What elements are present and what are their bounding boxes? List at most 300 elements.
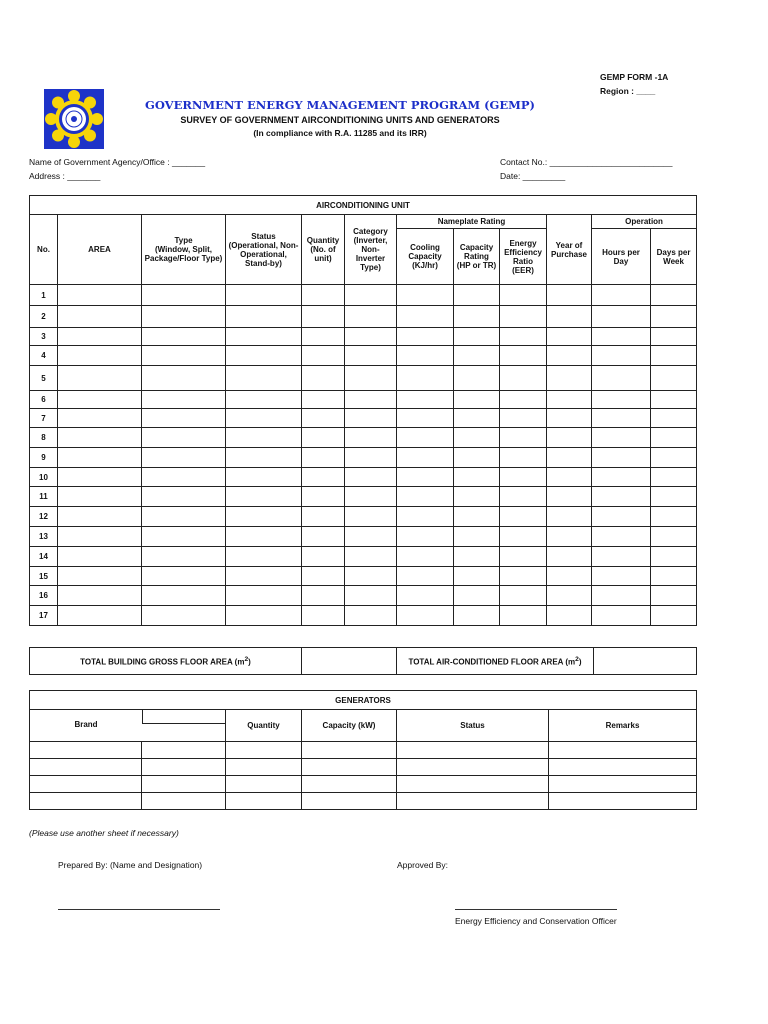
col-header-eer: Energy Efficiency Ratio (EER) [500, 229, 547, 285]
table-cell[interactable] [397, 527, 454, 547]
table-cell[interactable] [345, 366, 397, 391]
approver-designation: Energy Efficiency and Conservation Officer [455, 916, 617, 926]
table-cell[interactable] [592, 328, 651, 346]
table-cell[interactable] [345, 507, 397, 527]
table-row [30, 428, 697, 448]
superscript-2: 2 [244, 656, 249, 664]
table-cell[interactable] [226, 547, 302, 567]
table-cell[interactable] [226, 793, 302, 810]
form-code: GEMP FORM -1A [600, 72, 669, 82]
table-cell[interactable] [142, 285, 226, 306]
table-cell[interactable] [651, 306, 697, 328]
table-cell[interactable] [142, 328, 226, 346]
table-cell[interactable] [500, 285, 547, 306]
table-cell[interactable] [226, 759, 302, 776]
table-cell[interactable] [454, 448, 500, 468]
table-row [30, 487, 697, 507]
table-cell[interactable] [302, 759, 397, 776]
table-cell[interactable] [226, 468, 302, 487]
table-cell[interactable] [226, 366, 302, 391]
gross-floor-area-text: TOTAL BUILDING GROSS FLOOR AREA (m [80, 657, 245, 667]
brand-label: Brand [74, 720, 98, 729]
table-cell[interactable] [651, 507, 697, 527]
table-cell[interactable] [58, 527, 142, 547]
row-number: 7 [30, 409, 58, 428]
table-row [30, 586, 697, 606]
table-cell[interactable] [58, 391, 142, 409]
table-cell[interactable] [500, 346, 547, 366]
brand-divider-h [142, 723, 226, 724]
table-cell[interactable] [397, 759, 549, 776]
table-cell[interactable] [397, 366, 454, 391]
superscript-2: 2 [575, 656, 579, 664]
row-number: 4 [30, 346, 58, 366]
table-cell[interactable] [500, 306, 547, 328]
prepared-by-signature-line[interactable] [58, 909, 220, 910]
brand-divider [142, 710, 143, 724]
row-number: 1 [30, 285, 58, 306]
table-cell[interactable] [547, 306, 592, 328]
table-cell[interactable] [226, 606, 302, 626]
table-cell[interactable] [142, 366, 226, 391]
table-cell[interactable] [547, 507, 592, 527]
table-cell[interactable] [500, 487, 547, 507]
table-cell[interactable] [500, 468, 547, 487]
approved-by-signature-line[interactable] [455, 909, 617, 910]
col-header-brand [30, 710, 226, 742]
table-cell[interactable] [397, 507, 454, 527]
aircon-floor-area-text: TOTAL AIR-CONDITIONED FLOOR AREA (m [408, 657, 576, 667]
table-cell[interactable] [345, 487, 397, 507]
table-cell[interactable] [547, 547, 592, 567]
table-cell[interactable] [500, 567, 547, 586]
table-cell[interactable] [226, 391, 302, 409]
table-row [30, 306, 697, 328]
page-title: GOVERNMENT ENERGY MANAGEMENT PROGRAM (GEMP) [145, 98, 535, 112]
table-cell[interactable] [397, 409, 454, 428]
table-cell[interactable] [58, 366, 142, 391]
table-cell[interactable] [454, 285, 500, 306]
table-row [30, 285, 697, 306]
table-cell[interactable] [592, 468, 651, 487]
table-row [30, 606, 697, 626]
table-cell[interactable] [226, 448, 302, 468]
table-cell[interactable] [58, 468, 142, 487]
table-cell[interactable] [397, 346, 454, 366]
gross-floor-area-value[interactable] [302, 648, 397, 675]
table-cell[interactable] [592, 448, 651, 468]
table-cell[interactable] [454, 606, 500, 626]
table-cell[interactable] [549, 793, 697, 810]
table-cell[interactable] [302, 606, 345, 626]
table-cell[interactable] [142, 606, 226, 626]
table-cell[interactable] [142, 586, 226, 606]
table-cell[interactable] [302, 391, 345, 409]
col-header-type: Type (Window, Split, Package/Floor Type) [142, 215, 226, 285]
table-row [30, 366, 697, 391]
table-cell[interactable] [345, 586, 397, 606]
table-cell[interactable] [397, 742, 549, 759]
table-cell[interactable] [226, 527, 302, 547]
row-number: 8 [30, 428, 58, 448]
table-cell[interactable] [454, 428, 500, 448]
table-cell[interactable] [549, 742, 697, 759]
close-paren: ) [578, 657, 582, 667]
table-cell[interactable] [58, 547, 142, 567]
contact-field[interactable]: Contact No.: __________________________ [500, 157, 673, 167]
table-cell[interactable] [142, 428, 226, 448]
table-cell[interactable] [651, 346, 697, 366]
table-cell[interactable] [547, 366, 592, 391]
table-cell[interactable] [302, 527, 345, 547]
table-cell[interactable] [500, 527, 547, 547]
col-header-status: Status (Operational, Non- Operational, Stand-by) [226, 215, 302, 285]
gross-floor-area-label [30, 648, 302, 675]
table-cell[interactable] [226, 306, 302, 328]
table-cell[interactable] [302, 507, 345, 527]
table-cell[interactable] [226, 487, 302, 507]
table-cell[interactable] [142, 391, 226, 409]
table-cell[interactable] [547, 285, 592, 306]
table-cell[interactable] [454, 328, 500, 346]
table-cell[interactable] [454, 346, 500, 366]
table-cell[interactable] [302, 448, 345, 468]
table-cell[interactable] [142, 487, 226, 507]
table-cell[interactable] [302, 547, 345, 567]
table-cell[interactable] [500, 428, 547, 448]
date-field[interactable]: Date: _________ [500, 171, 566, 181]
table-cell[interactable] [142, 527, 226, 547]
table-cell[interactable] [547, 487, 592, 507]
table-row [30, 448, 697, 468]
table-cell[interactable] [500, 409, 547, 428]
table-cell[interactable] [397, 487, 454, 507]
table-cell[interactable] [345, 547, 397, 567]
row-number: 12 [30, 507, 58, 527]
row-number: 15 [30, 567, 58, 586]
table-cell[interactable] [651, 366, 697, 391]
table-cell[interactable] [397, 567, 454, 586]
table-cell[interactable] [651, 487, 697, 507]
prepared-by-label: Prepared By: (Name and Designation) [58, 860, 203, 870]
col-header-gen-quantity: Quantity [226, 710, 302, 742]
table-cell[interactable] [345, 527, 397, 547]
agency-field[interactable]: Name of Government Agency/Office : _______ [29, 157, 206, 167]
table-cell[interactable] [345, 346, 397, 366]
table-cell[interactable] [142, 776, 226, 793]
table-cell[interactable] [302, 468, 345, 487]
table-cell[interactable] [302, 328, 345, 346]
table-cell[interactable] [500, 507, 547, 527]
table-row [30, 409, 697, 428]
table-cell[interactable] [226, 409, 302, 428]
extra-sheet-note: (Please use another sheet if necessary) [29, 828, 179, 838]
table-cell[interactable] [302, 428, 345, 448]
table-cell[interactable] [651, 567, 697, 586]
aircon-floor-area-value[interactable] [594, 648, 697, 675]
table-cell[interactable] [592, 428, 651, 448]
table-cell[interactable] [592, 507, 651, 527]
table-row [30, 742, 697, 759]
table-cell[interactable] [397, 428, 454, 448]
table-cell[interactable] [651, 527, 697, 547]
table-cell[interactable] [142, 567, 226, 586]
row-number: 10 [30, 468, 58, 487]
aircon-table [29, 195, 697, 626]
table-cell[interactable] [454, 391, 500, 409]
table-cell[interactable] [651, 606, 697, 626]
table-cell[interactable] [454, 409, 500, 428]
col-header-hours: Hours per Day [592, 229, 651, 285]
table-cell[interactable] [397, 391, 454, 409]
table-row [30, 391, 697, 409]
table-cell[interactable] [58, 328, 142, 346]
table-cell[interactable] [547, 346, 592, 366]
table-row [30, 346, 697, 366]
table-cell[interactable] [226, 328, 302, 346]
table-cell[interactable] [226, 776, 302, 793]
compliance-note: (In compliance with R.A. 11285 and its IRR) [253, 128, 427, 138]
table-cell[interactable] [142, 468, 226, 487]
close-paren: ) [248, 657, 251, 667]
table-cell[interactable] [592, 346, 651, 366]
row-number: 13 [30, 527, 58, 547]
col-group-nameplate: Nameplate Rating [397, 215, 547, 229]
table-cell[interactable] [58, 507, 142, 527]
table-cell[interactable] [302, 366, 345, 391]
row-number: 17 [30, 606, 58, 626]
table-cell[interactable] [345, 328, 397, 346]
table-cell[interactable] [345, 409, 397, 428]
gemp-seal-logo [44, 89, 104, 149]
table-cell[interactable] [547, 527, 592, 547]
table-cell[interactable] [302, 487, 345, 507]
table-cell[interactable] [500, 547, 547, 567]
page-subtitle: SURVEY OF GOVERNMENT AIRCONDITIONING UNITS AND GENERATORS [180, 115, 500, 125]
table-cell[interactable] [30, 793, 142, 810]
table-cell[interactable] [58, 567, 142, 586]
table-cell[interactable] [547, 586, 592, 606]
table-cell[interactable] [592, 547, 651, 567]
table-row [30, 776, 697, 793]
table-cell[interactable] [142, 409, 226, 428]
table-cell[interactable] [651, 409, 697, 428]
table-cell[interactable] [500, 328, 547, 346]
table-cell[interactable] [58, 409, 142, 428]
table-cell[interactable] [226, 285, 302, 306]
table-cell[interactable] [58, 428, 142, 448]
table-cell[interactable] [592, 567, 651, 586]
table-cell[interactable] [58, 606, 142, 626]
table-cell[interactable] [345, 285, 397, 306]
col-header-capacity: Capacity Rating (HP or TR) [454, 229, 500, 285]
table-cell[interactable] [142, 793, 226, 810]
table-cell[interactable] [397, 606, 454, 626]
table-row [30, 468, 697, 487]
table-cell[interactable] [397, 448, 454, 468]
col-header-year: Year of Purchase [547, 215, 592, 285]
table-cell[interactable] [142, 759, 226, 776]
table-cell[interactable] [397, 586, 454, 606]
table-row [30, 547, 697, 567]
table-cell[interactable] [549, 759, 697, 776]
table-cell[interactable] [547, 428, 592, 448]
table-cell[interactable] [592, 606, 651, 626]
table-cell[interactable] [302, 409, 345, 428]
address-field[interactable]: Address : _______ [29, 171, 101, 181]
table-cell[interactable] [302, 306, 345, 328]
table-cell[interactable] [454, 366, 500, 391]
table-cell[interactable] [547, 448, 592, 468]
table-cell[interactable] [454, 547, 500, 567]
col-header-cooling: Cooling Capacity (KJ/hr) [397, 229, 454, 285]
col-header-gen-remarks: Remarks [549, 710, 697, 742]
table-cell[interactable] [500, 586, 547, 606]
table-cell[interactable] [302, 586, 345, 606]
table-cell[interactable] [58, 448, 142, 468]
row-number: 2 [30, 306, 58, 328]
region-field[interactable]: Region : ____ [600, 86, 656, 96]
table-cell[interactable] [397, 776, 549, 793]
table-cell[interactable] [142, 742, 226, 759]
table-cell[interactable] [58, 346, 142, 366]
col-header-quantity: Quantity (No. of unit) [302, 215, 345, 285]
table-cell[interactable] [345, 448, 397, 468]
generators-table-title: GENERATORS [30, 691, 697, 710]
table-cell[interactable] [58, 306, 142, 328]
table-cell[interactable] [345, 468, 397, 487]
table-cell[interactable] [226, 428, 302, 448]
table-cell[interactable] [454, 586, 500, 606]
table-cell[interactable] [651, 428, 697, 448]
table-cell[interactable] [500, 366, 547, 391]
table-cell[interactable] [651, 328, 697, 346]
table-cell[interactable] [302, 567, 345, 586]
table-cell[interactable] [592, 487, 651, 507]
table-cell[interactable] [302, 793, 397, 810]
table-cell[interactable] [592, 527, 651, 547]
table-cell[interactable] [30, 742, 142, 759]
seal-icon [44, 89, 104, 149]
table-cell[interactable] [226, 586, 302, 606]
table-cell[interactable] [345, 606, 397, 626]
table-cell[interactable] [226, 742, 302, 759]
table-cell[interactable] [226, 346, 302, 366]
col-header-gen-capacity: Capacity (kW) [302, 710, 397, 742]
table-cell[interactable] [345, 428, 397, 448]
table-cell[interactable] [651, 448, 697, 468]
table-cell[interactable] [592, 306, 651, 328]
table-cell[interactable] [651, 586, 697, 606]
table-cell[interactable] [302, 776, 397, 793]
table-cell[interactable] [30, 776, 142, 793]
table-cell[interactable] [454, 468, 500, 487]
table-cell[interactable] [397, 285, 454, 306]
table-cell[interactable] [592, 409, 651, 428]
table-cell[interactable] [345, 567, 397, 586]
table-cell[interactable] [226, 507, 302, 527]
table-cell[interactable] [547, 468, 592, 487]
table-cell[interactable] [592, 586, 651, 606]
table-cell[interactable] [30, 759, 142, 776]
generators-table [29, 690, 697, 810]
table-cell[interactable] [226, 567, 302, 586]
table-cell[interactable] [302, 742, 397, 759]
table-cell[interactable] [454, 487, 500, 507]
table-cell[interactable] [454, 567, 500, 586]
table-cell[interactable] [397, 793, 549, 810]
table-cell[interactable] [549, 776, 697, 793]
table-row [30, 328, 697, 346]
table-cell[interactable] [547, 328, 592, 346]
col-header-days: Days per Week [651, 229, 697, 285]
table-cell[interactable] [500, 606, 547, 626]
table-cell[interactable] [345, 306, 397, 328]
table-cell[interactable] [142, 507, 226, 527]
col-header-area: AREA [58, 215, 142, 285]
row-number: 16 [30, 586, 58, 606]
table-cell[interactable] [651, 391, 697, 409]
table-row [30, 507, 697, 527]
table-cell[interactable] [142, 448, 226, 468]
aircon-table-title: AIRCONDITIONING UNIT [30, 196, 697, 215]
floor-area-totals [29, 647, 697, 675]
table-cell[interactable] [397, 547, 454, 567]
table-cell[interactable] [454, 507, 500, 527]
row-number: 11 [30, 487, 58, 507]
table-cell[interactable] [547, 606, 592, 626]
table-cell[interactable] [454, 306, 500, 328]
table-cell[interactable] [142, 306, 226, 328]
table-cell[interactable] [651, 285, 697, 306]
col-group-operation: Operation [592, 215, 697, 229]
table-cell[interactable] [547, 567, 592, 586]
table-cell[interactable] [651, 468, 697, 487]
table-cell[interactable] [142, 346, 226, 366]
table-cell[interactable] [547, 409, 592, 428]
table-cell[interactable] [302, 285, 345, 306]
row-number: 5 [30, 366, 58, 391]
table-cell[interactable] [500, 448, 547, 468]
table-cell[interactable] [345, 391, 397, 409]
table-cell[interactable] [454, 527, 500, 547]
table-cell[interactable] [651, 547, 697, 567]
row-number: 9 [30, 448, 58, 468]
table-cell[interactable] [592, 366, 651, 391]
table-cell[interactable] [500, 391, 547, 409]
table-cell[interactable] [547, 391, 592, 409]
table-row [30, 527, 697, 547]
table-cell[interactable] [302, 346, 345, 366]
table-cell[interactable] [397, 468, 454, 487]
col-header-no: No. [30, 215, 58, 285]
table-cell[interactable] [592, 285, 651, 306]
table-cell[interactable] [58, 285, 142, 306]
table-cell[interactable] [142, 547, 226, 567]
col-header-gen-status: Status [397, 710, 549, 742]
col-header-category: Category (Inverter, Non- Inverter Type) [345, 215, 397, 285]
table-cell[interactable] [397, 328, 454, 346]
table-row [30, 759, 697, 776]
table-cell[interactable] [58, 487, 142, 507]
row-number: 3 [30, 328, 58, 346]
table-cell[interactable] [592, 391, 651, 409]
table-row [30, 793, 697, 810]
table-cell[interactable] [58, 586, 142, 606]
row-number: 14 [30, 547, 58, 567]
aircon-floor-area-label [397, 648, 594, 675]
table-cell[interactable] [397, 306, 454, 328]
